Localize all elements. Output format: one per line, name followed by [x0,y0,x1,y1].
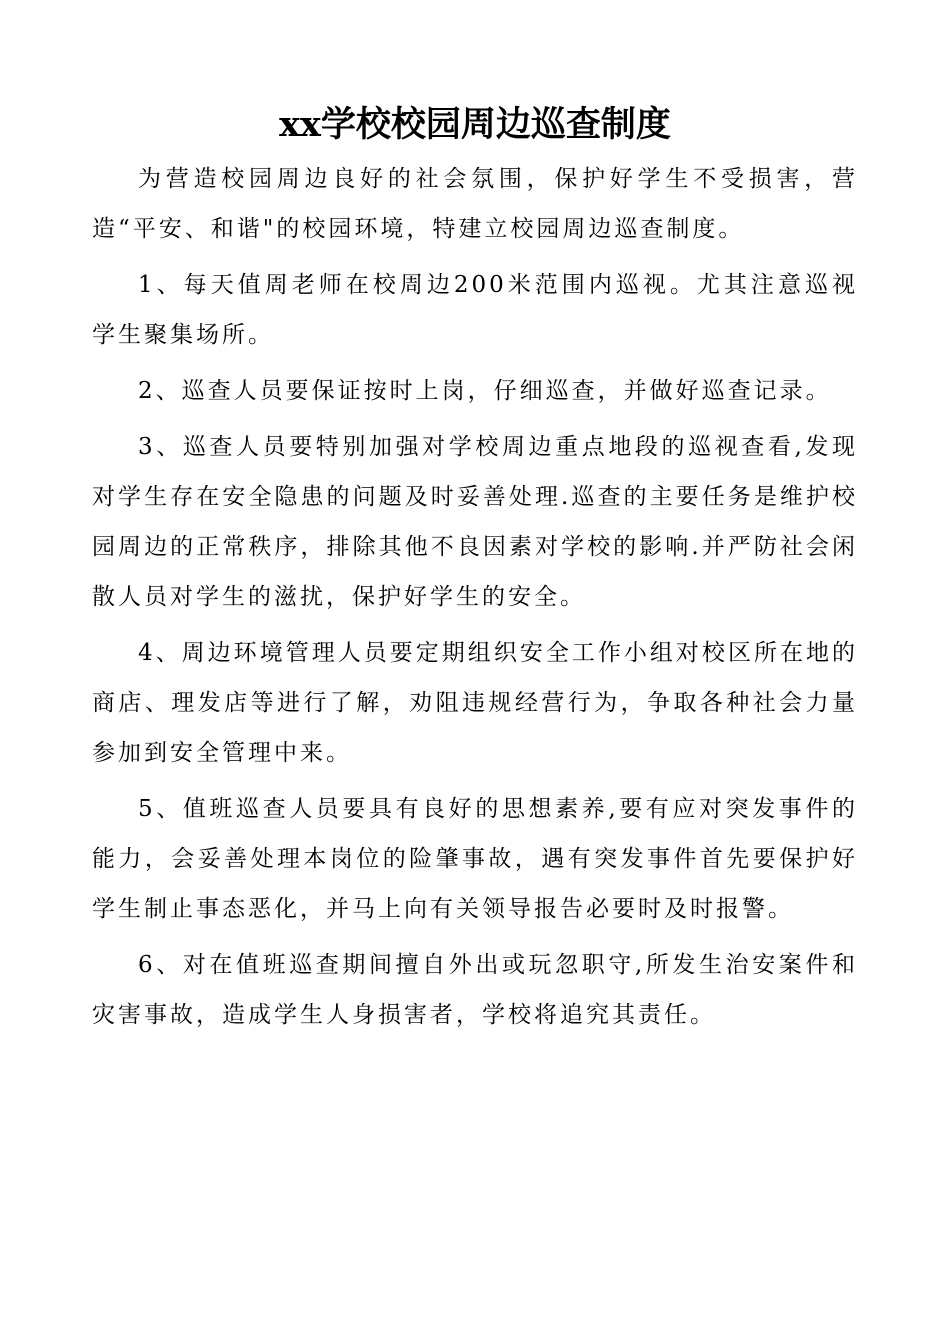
rule-paragraph-4: 4、周边环境管理人员要定期组织安全工作小组对校区所在地的商店、理发店等进行了解，劝阻违规经营行为，争取各种社会力量参加到安全管理中来。 [92,640,858,766]
document-page [92,100,858,1040]
rule-paragraph-3: 3、巡查人员要特别加强对学校周边重点地段的巡视查看,发现对学生存在安全隐患的问题及时妥善处理.巡查的主要任务是维护校园周边的正常秩序，排除其他不良因素对学校的影响.并严防社会闲散人员对学生的滋扰，保护好学生的安全。 [92,434,858,610]
rule-paragraph-6: 6、对在值班巡查期间擅自外出或玩忽职守,所发生治安案件和灾害事故，造成学生人身损害者，学校将追究其责任。 [92,952,858,1028]
rule-paragraph-1: 1、每天值周老师在校周边200米范围内巡视。尤其注意巡视学生聚集场所。 [92,272,858,348]
document-title: xx学校校园周边巡查制度 [279,104,671,145]
intro-paragraph: 为营造校园周边良好的社会氛围，保护好学生不受损害，营造“平安、和谐"的校园环境，特建立校园周边巡查制度。 [92,166,858,242]
rule-paragraph-2: 2、巡查人员要保证按时上岗，仔细巡查，并做好巡查记录。 [138,378,832,404]
rule-paragraph-5: 5、值班巡查人员要具有良好的思想素养,要有应对突发事件的能力，会妥善处理本岗位的险肇事故，遇有突发事件首先要保护好学生制止事态恶化，并马上向有关领导报告必要时及时报警。 [92,796,858,922]
